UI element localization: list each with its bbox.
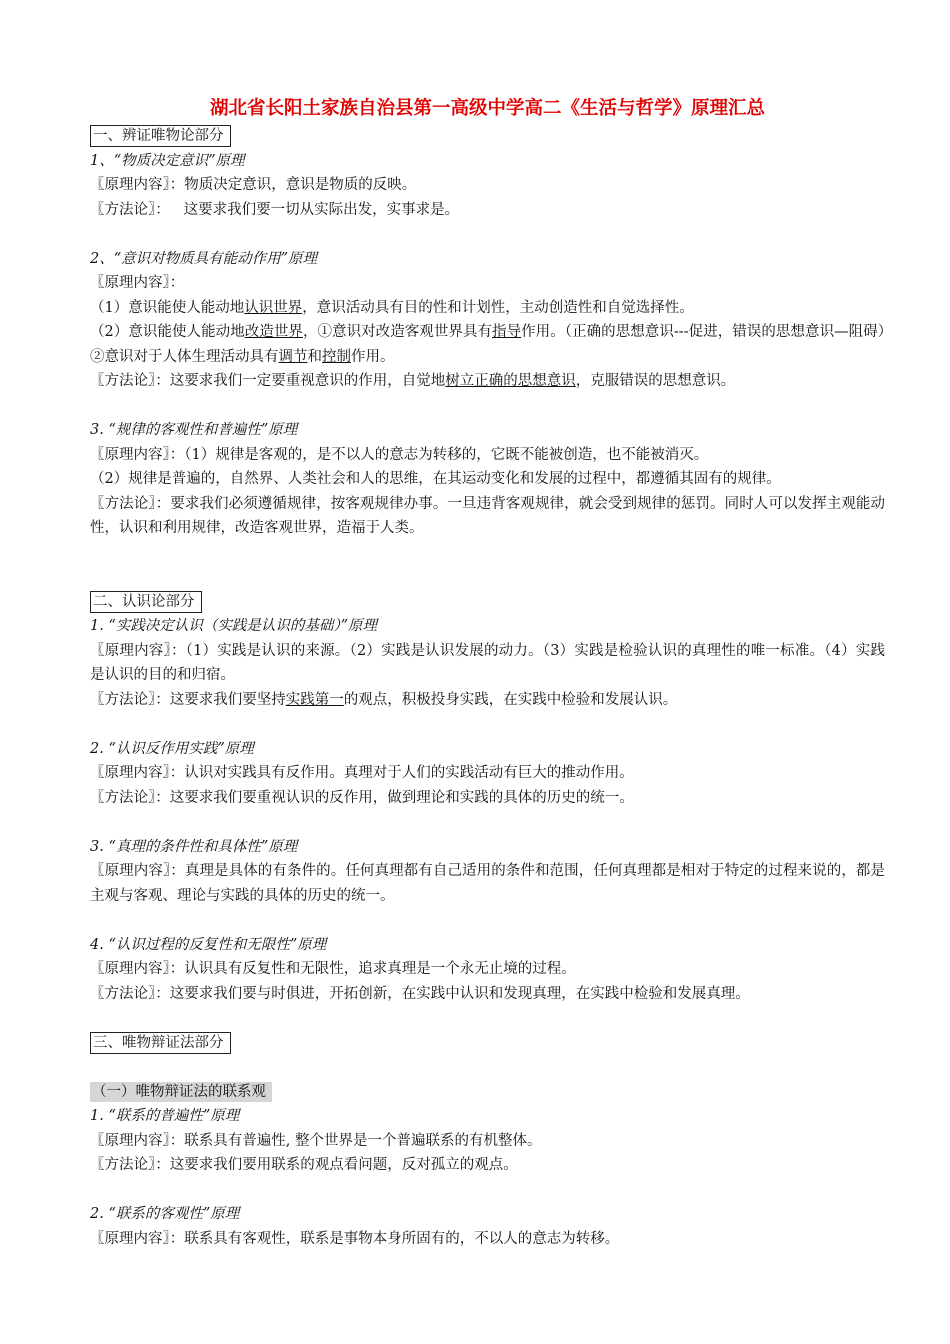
underlined-term: 改造世界 bbox=[244, 324, 303, 340]
principle-content: 〖原理内容〗：物质决定意识，意识是物质的反映。 bbox=[90, 177, 417, 193]
principle-content: 〖原理内容〗：（1）规律是客观的，是不以人的意志为转移的，它既不能被创造，也不能被消灭。 bbox=[90, 446, 709, 463]
principle-method: 〖方法论〗：这要求我们一定要重视意识的作用，自觉地树立正确的思想意识，克服错误的思想意识。 bbox=[90, 373, 736, 389]
principle-method: 〖方法论〗：这要求我们要用联系的观点看问题，反对孤立的观点。 bbox=[90, 1157, 518, 1173]
principle-title: 2. “认识反作用实践”原理 bbox=[90, 740, 254, 757]
principle-title: 4. “认识过程的反复性和无限性”原理 bbox=[90, 936, 327, 953]
principle-content: （2）规律是普遍的，自然界、人类社会和人的思维，在其运动变化和发展的过程中，都遵循其固有的规律。 bbox=[90, 471, 781, 487]
underlined-term: 认识世界 bbox=[244, 299, 303, 316]
principle-content: 〖原理内容〗：联系具有普遍性, 整个世界是一个普遍联系的有机整体。 bbox=[90, 1132, 542, 1149]
principle-title: 1、“物质决定意识”原理 bbox=[90, 152, 245, 169]
principle-title: 3. “规律的客观性和普遍性”原理 bbox=[90, 422, 298, 438]
section-heading-materialism: 一、辨证唯物论部分 bbox=[90, 125, 231, 147]
principle-method: 〖方法论〗： 这要求我们要一切从实际出发，实事求是。 bbox=[90, 201, 460, 218]
underlined-term: 实践第一 bbox=[285, 691, 344, 708]
principle-method: 〖方法论〗：要求我们必须遵循规律，按客观规律办事。一旦违背客观规律，就会受到规律的惩罚。同时人可以发挥主观能动性，认识和利用规律，改造客观世界，造福于人类。 bbox=[90, 495, 885, 536]
principle-title: 3. “真理的条件性和具体性”原理 bbox=[90, 838, 298, 855]
section-heading-epistemology: 二、认识论部分 bbox=[90, 591, 202, 613]
document-title: 湖北省长阳土家族自治县第一高级中学高二《生活与哲学》原理汇总 bbox=[209, 98, 765, 119]
principle-content: 〖原理内容〗：（1）实践是认识的来源。（2）实践是认识发展的动力。（3）实践是检验认识的真理性的唯一标准。（4）实践是认识的目的和归宿。 bbox=[90, 642, 885, 683]
principle-title: 1. “实践决定认识（实践是认识的基础）”原理 bbox=[90, 618, 378, 634]
document-page bbox=[90, 96, 885, 1251]
principle-content: 〖原理内容〗：认识对实践具有反作用。真理对于人们的实践活动有巨大的推动作用。 bbox=[90, 765, 634, 781]
principle-title: 1. “联系的普遍性”原理 bbox=[90, 1108, 240, 1124]
underlined-term: 指导 bbox=[492, 324, 522, 340]
section-heading-dialectics: 三、唯物辩证法部分 bbox=[90, 1032, 231, 1054]
principle-method: 〖方法论〗：这要求我们要重视认识的反作用，做到理论和实践的具体的历史的统一。 bbox=[90, 789, 634, 806]
principle-content-line: （2）意识能使人能动地改造世界，①意识对改造客观世界具有指导作用。（正确的思想意识---促进，错误的思想意识—阻碍）②意识对于人体生理活动具有调节和控制作用。 bbox=[90, 324, 886, 365]
principle-method: 〖方法论〗：这要求我们要与时俱进，开拓创新，在实践中认识和发现真理，在实践中检验和发展真理。 bbox=[90, 985, 750, 1002]
subsection-heading: （一）唯物辩证法的联系观 bbox=[90, 1082, 272, 1102]
underlined-term: 树立正确的思想意识 bbox=[445, 373, 576, 389]
principle-content: 〖原理内容〗：真理是具体的有条件的。任何真理都有自己适用的条件和范围，任何真理都是相对于特定的过程来说的，都是主观与客观、理论与实践的具体的历史的统一。 bbox=[90, 863, 885, 904]
principle-content-label: 〖原理内容〗： bbox=[90, 275, 185, 291]
underlined-term: 控制 bbox=[322, 348, 351, 365]
principle-content: 〖原理内容〗：联系具有客观性，联系是事物本身所固有的，不以人的意志为转移。 bbox=[90, 1230, 620, 1247]
principle-content: 〖原理内容〗：认识具有反复性和无限性，追求真理是一个永无止境的过程。 bbox=[90, 961, 576, 977]
underlined-term: 调节 bbox=[278, 348, 308, 365]
principle-title: 2. “联系的客观性”原理 bbox=[90, 1206, 240, 1222]
principle-method: 〖方法论〗：这要求我们要坚持实践第一的观点，积极投身实践，在实践中检验和发展认识。 bbox=[90, 691, 678, 708]
principle-content-line: （1）意识能使人能动地认识世界，意识活动具有目的性和计划性，主动创造性和自觉选择性。 bbox=[90, 299, 694, 316]
principle-title: 2、“意识对物质具有能动作用”原理 bbox=[90, 250, 318, 267]
